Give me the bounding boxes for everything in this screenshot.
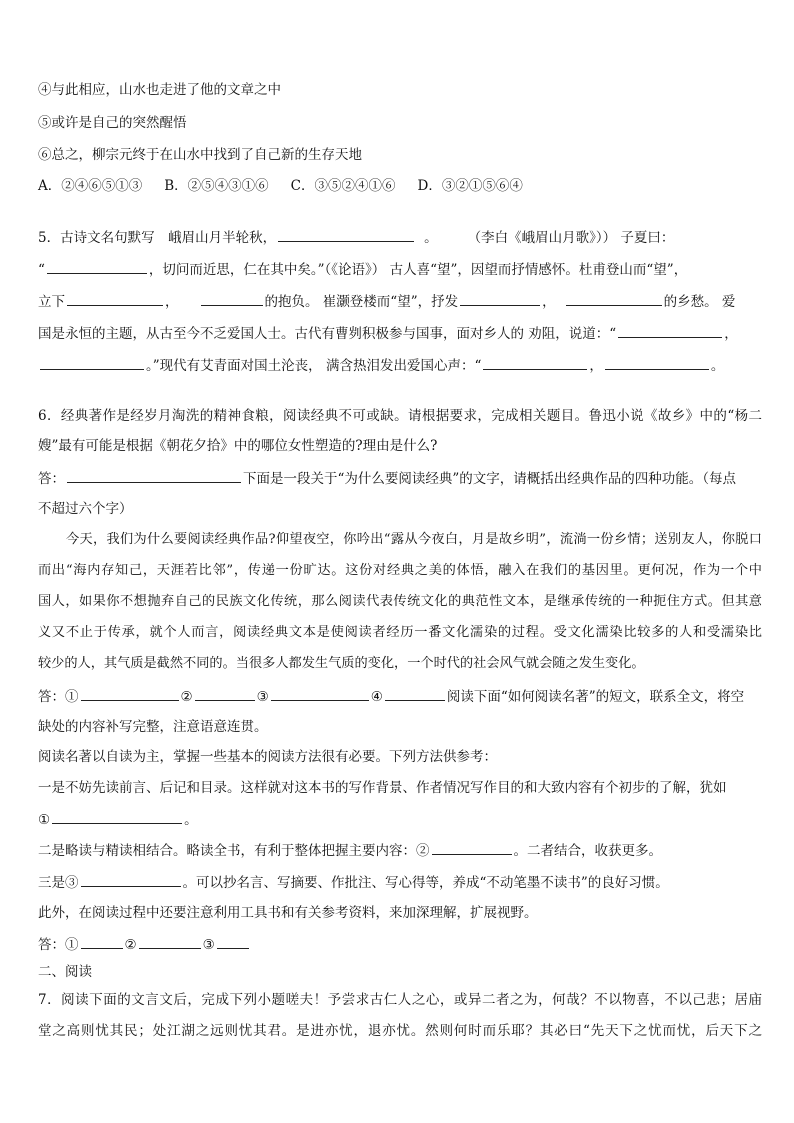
q6-answer-line xyxy=(38,934,762,955)
answer-blank[interactable] xyxy=(385,686,445,701)
q4-option-d: D．③②①⑤⑥④ xyxy=(417,178,523,194)
q6-line-3 xyxy=(38,468,762,489)
q6-text: 三是③ xyxy=(38,875,79,891)
answer-blank[interactable] xyxy=(139,934,201,949)
passage-line-5: 较少的人，其气质是截然不同的。当很多人都发生气质的变化，一个时代的社会风气就会随之发生变化。 xyxy=(38,656,645,671)
answer-blank[interactable] xyxy=(81,934,123,949)
q6-text: ② xyxy=(124,937,137,953)
q5-line-3 xyxy=(38,291,762,312)
q5-source: （李白《峨眉山月歌》）） 子夏曰： xyxy=(467,230,675,246)
q4-item-6: ⑥总之，柳宗元终于在山水中找到了自己新的生存天地 xyxy=(38,147,362,163)
answer-blank[interactable] xyxy=(566,291,662,306)
q5-text: 。”现代有艾青面对国土沦丧， 满含热泪发出爱国心声：“ xyxy=(146,358,482,374)
answer-blank[interactable] xyxy=(483,355,587,370)
q6-text: ③ xyxy=(256,689,269,705)
q6-line-10 xyxy=(38,872,762,893)
answer-blank[interactable] xyxy=(47,259,147,274)
q5-text: ， xyxy=(542,294,556,310)
answer-blank[interactable] xyxy=(40,355,144,370)
q6-text: 答：① xyxy=(38,689,79,705)
q5-line-2 xyxy=(38,259,762,280)
q4-option-a: A．②④⑥⑤①③ xyxy=(38,178,143,194)
q6-line-2: 嫂”最有可能是根据《朝花夕拾》中的哪位女性塑造的?理由是什么? xyxy=(38,438,438,454)
passage-line-4: 义又不止于传承，就个人而言，阅读经典文本是使阅读者经历一番文化濡染的过程。受文化濡染比较多的人和受濡染比 xyxy=(38,625,762,640)
q6-text: 。二者结合，收获更多。 xyxy=(513,843,662,859)
passage-line-2: 而出“海内存知己，天涯若比邻”，传递一份旷达。这份对经典之美的体悟，融入在我们的基因里。更何况，作为一个中 xyxy=(38,563,762,578)
q6-text: 阅读下面“如何阅读名著”的短文，联系全文，将空 xyxy=(446,689,745,705)
q6-line-9 xyxy=(38,840,762,861)
q5-text: “ xyxy=(38,262,45,278)
q6-answers-line xyxy=(38,686,762,707)
q5-text: 的乡愁。 爱 xyxy=(663,294,736,310)
answer-blank[interactable] xyxy=(217,934,249,949)
q7-line-1: 7．阅读下面的文言文后，完成下列小题嗟夫！予尝求古仁人之心，或异二者之为，何哉？不以物喜，不以己悲；居庙 xyxy=(38,992,762,1008)
q4-option-c: C．③⑤②④①⑥ xyxy=(290,178,396,194)
answer-blank[interactable] xyxy=(278,227,414,242)
q5-line-4 xyxy=(38,323,762,344)
answer-blank[interactable] xyxy=(67,468,241,483)
passage-line-1: 今天，我们为什么要阅读经典作品?仰望夜空，你吟出“露从今夜白，月是故乡明”，流淌一份乡情；送别友人，你脱口 xyxy=(66,532,762,547)
q5-text: ，切问而近思，仁在其中矣。”（《论语》） 古人喜“望”，因望而抒情感怀。杜甫登山而“望”， xyxy=(148,262,688,278)
q6-text: ④ xyxy=(370,689,383,705)
q6-line-6: 阅读名著以自读为主，掌握一些基本的阅读方法很有必要。下列方法供参考： xyxy=(38,749,497,765)
answer-blank[interactable] xyxy=(605,355,709,370)
q6-line-11: 此外，在阅读过程中还要注意利用工具书和有关参考资料，来加深理解，扩展视野。 xyxy=(38,905,538,921)
answer-blank[interactable] xyxy=(460,291,540,306)
passage-line-3: 国人，如果你不想抛弃自己的民族文化传统，那么阅读代表传统文化的典范性文本，是继承传统的一种扼住方式。但其意 xyxy=(38,594,762,609)
section-title: 二、阅读 xyxy=(38,964,92,980)
q5-text: 国是永恒的主题，从古至今不乏爱国人士。古代有曹刿积极参与国事，面对乡人的 劝阻，说道：“ xyxy=(38,326,617,342)
answer-blank[interactable] xyxy=(271,686,369,701)
answer-blank[interactable] xyxy=(201,291,263,306)
q5-prompt: 5．古诗文名句默写 峨眉山月半轮秋， xyxy=(38,230,277,246)
q6-answer-label: 答： xyxy=(38,471,65,487)
q5-text: 。 xyxy=(424,230,438,246)
q4-item-5: ⑤或许是自己的突然醒悟 xyxy=(38,115,187,131)
q5-text: ， xyxy=(589,358,603,374)
q5-text: ， xyxy=(724,326,738,342)
q6-line-8 xyxy=(38,809,762,830)
q4-options xyxy=(38,176,762,196)
q6-text: ③ xyxy=(202,937,215,953)
q6-line-4: 不超过六个字） xyxy=(38,501,133,517)
q5-text: 的抱负。 崔灏登楼而“望”，抒发 xyxy=(264,294,459,310)
q7-line-2: 堂之高则忧其民；处江湖之远则忧其君。是进亦忧，退亦忧。然则何时而乐耶？其必曰“先天下之忧而忧，后天下之 xyxy=(38,1023,762,1039)
q6-text: 答：① xyxy=(38,937,79,953)
q6-text: 。 xyxy=(184,812,198,828)
q6-text: 二是略读与精读相结合。略读全书，有利于整体把握主要内容：② xyxy=(38,843,430,859)
answer-blank[interactable] xyxy=(195,686,255,701)
q5-text: 。 xyxy=(710,358,725,374)
q6-text: 。可以抄名言、写摘要、作批注、写心得等，养成“不动笔墨不读书”的良好习惯。 xyxy=(182,875,669,891)
answer-blank[interactable] xyxy=(81,686,179,701)
answer-blank[interactable] xyxy=(618,323,722,338)
answer-blank[interactable] xyxy=(67,291,163,306)
q5-text: 立下 xyxy=(38,294,65,310)
q6-text: ② xyxy=(180,689,193,705)
q6-text: 下面是一段关于“为什么要阅读经典”的文字，请概括出经典作品的四种功能。（每点 xyxy=(243,471,737,487)
answer-blank[interactable] xyxy=(81,872,181,887)
q5-line-1 xyxy=(38,227,762,248)
q6-line-7: 一是不妨先读前言、后记和目录。这样就对这本书的写作背景、作者情况写作目的和大致内容有个初步的了解，犹如 xyxy=(38,780,727,796)
q6-line-5: 缺处的内容补写完整，注意语意连贯。 xyxy=(38,719,268,735)
q6-line-1: 6．经典著作是经岁月淘洗的精神食粮，阅读经典不可或缺。请根据要求，完成相关题目。鲁迅小说《故乡》中的“杨二 xyxy=(38,408,762,424)
answer-blank[interactable] xyxy=(432,840,512,855)
q4-option-b: B．②⑤④③①⑥ xyxy=(164,178,269,194)
q6-text: ① xyxy=(38,812,51,828)
q5-line-5 xyxy=(38,355,762,376)
q4-item-4: ④与此相应，山水也走进了他的文章之中 xyxy=(38,82,281,98)
q5-text: ， xyxy=(165,294,179,310)
answer-blank[interactable] xyxy=(52,809,182,824)
